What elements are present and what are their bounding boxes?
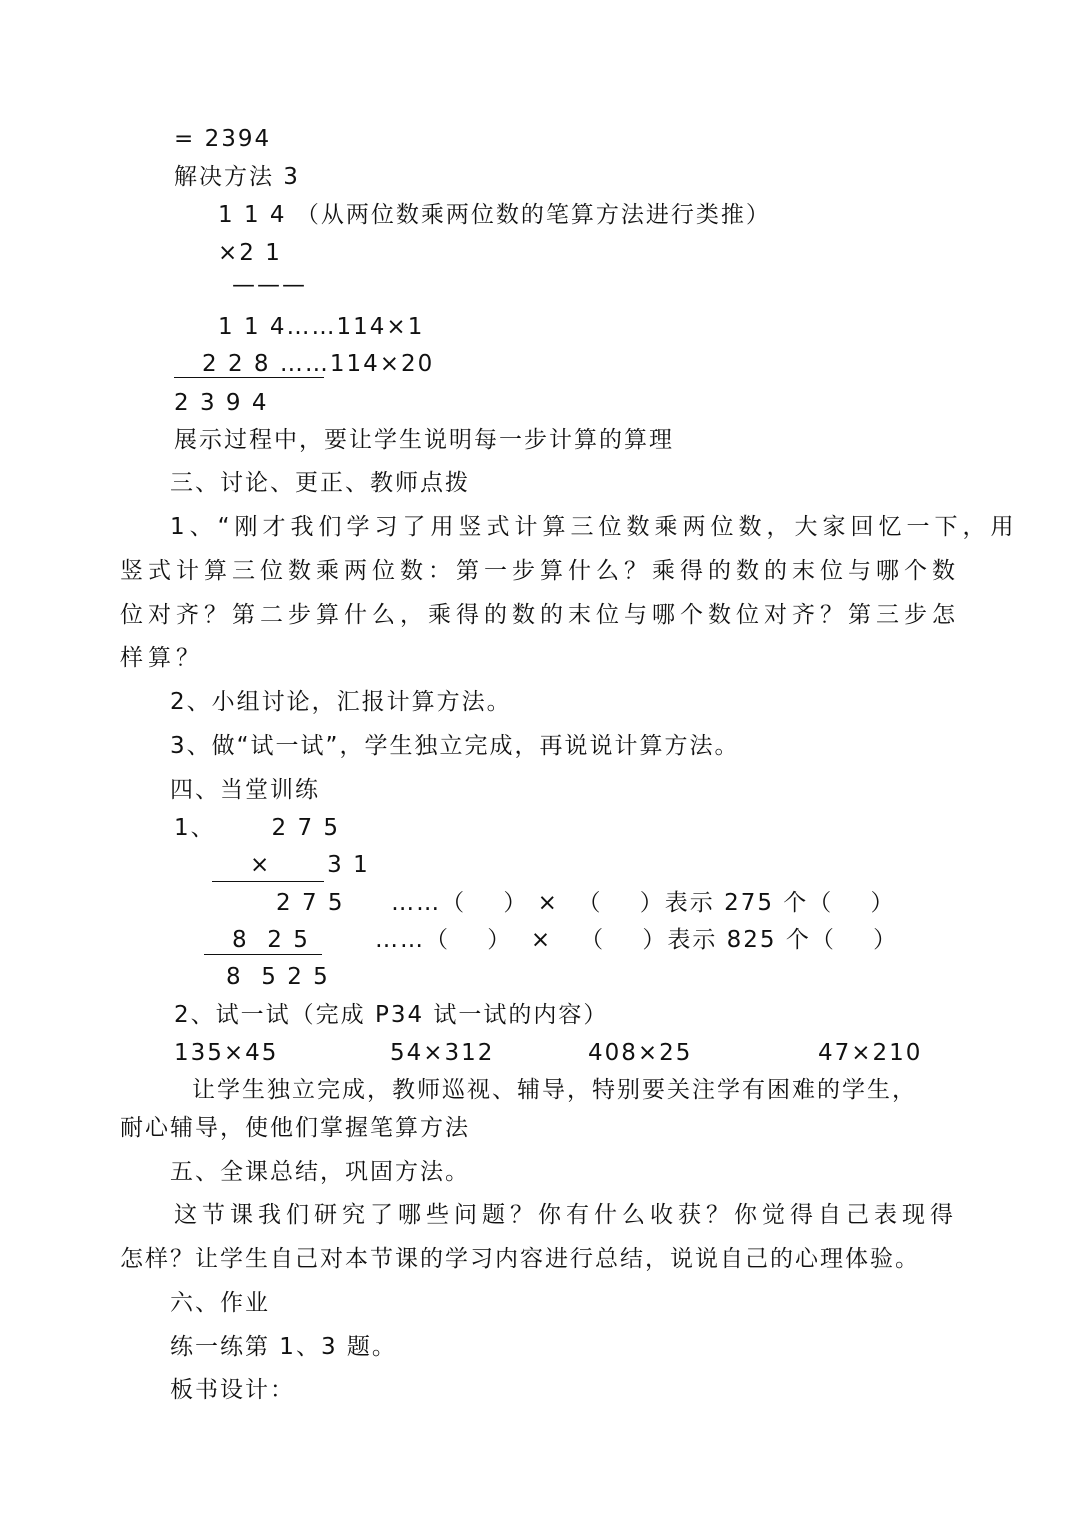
homework: 练一练第 1、3 题。: [170, 1334, 397, 1360]
summary-line-2: 怎样？让学生自己对本节课的学习内容进行总结，说说自己的心理体验。: [120, 1246, 920, 1272]
method-3-heading: 解决方法 3: [174, 164, 300, 190]
paragraph-1-line-3: 位对齐？第二步算什么，乘得的数的末位与哪个数位对齐？第三步怎: [120, 602, 960, 628]
exercise-1-result: 8 5 2 5: [226, 964, 330, 990]
exercise-1-partial-1: 2 7 5 ……（ ） × （ ）表示 275 个（ ）: [276, 890, 896, 916]
section-5-heading: 五、全课总结，巩固方法。: [170, 1159, 470, 1185]
exercise-2-problem-a: 135×45: [174, 1040, 279, 1066]
exercise-1-multiplier: × 3 1: [250, 852, 370, 878]
vertical-calc-multiplicand: 1 1 4 （从两位数乘两位数的笔算方法进行类推）: [218, 202, 771, 228]
vertical-calc-partial-1: 1 1 4……114×1: [218, 314, 425, 340]
vertical-calc-result: 2 3 9 4: [174, 390, 269, 416]
vertical-calc-multiplier: ×2 1: [218, 240, 282, 266]
guidance-line-2: 耐心辅导，使他们掌握笔算方法: [120, 1115, 470, 1141]
exercise-1-underline-1: [212, 881, 324, 882]
exercise-2-problem-c: 408×25: [588, 1040, 693, 1066]
exercise-1-multiplicand: 1、 2 7 5: [174, 815, 341, 841]
section-3-heading: 三、讨论、更正、教师点拨: [170, 470, 470, 496]
vertical-calc-dash: ———: [232, 272, 307, 298]
paragraph-1-line-4: 样算？: [120, 645, 204, 671]
paragraph-1-line-1: 1、“刚才我们学习了用竖式计算三位数乘两位数，大家回忆一下，用: [170, 514, 1019, 540]
exercise-1-underline-2: [204, 954, 322, 955]
exercise-2-heading: 2、试一试（完成 P34 试一试的内容）: [174, 1002, 609, 1028]
vertical-calc-partial-2: 2 2 8 ……114×20: [202, 351, 435, 377]
vertical-calc-underline: [174, 377, 324, 378]
item-2: 2、小组讨论，汇报计算方法。: [170, 689, 512, 715]
exercise-1-partial-2: 8 2 5 ……（ ） × （ ）表示 825 个（ ）: [232, 927, 899, 953]
guidance-line-1: 让学生独立完成，教师巡视、辅导，特别要关注学有困难的学生，: [192, 1077, 917, 1103]
summary-line-1: 这节课我们研究了哪些问题？你有什么收获？你觉得自己表现得: [174, 1202, 958, 1228]
explain-note: 展示过程中，要让学生说明每一步计算的算理: [174, 427, 674, 453]
section-6-heading: 六、作业: [170, 1290, 270, 1316]
paragraph-1-line-2: 竖式计算三位数乘两位数：第一步算什么？乘得的数的末位与哪个数: [120, 558, 960, 584]
equals-result: = 2394: [174, 126, 272, 152]
section-4-heading: 四、当堂训练: [170, 777, 320, 803]
blackboard-design: 板书设计：: [170, 1377, 295, 1403]
exercise-2-problem-b: 54×312: [390, 1040, 495, 1066]
exercise-2-problem-d: 47×210: [818, 1040, 923, 1066]
item-3: 3、做“试一试”，学生独立完成，再说说计算方法。: [170, 733, 740, 759]
